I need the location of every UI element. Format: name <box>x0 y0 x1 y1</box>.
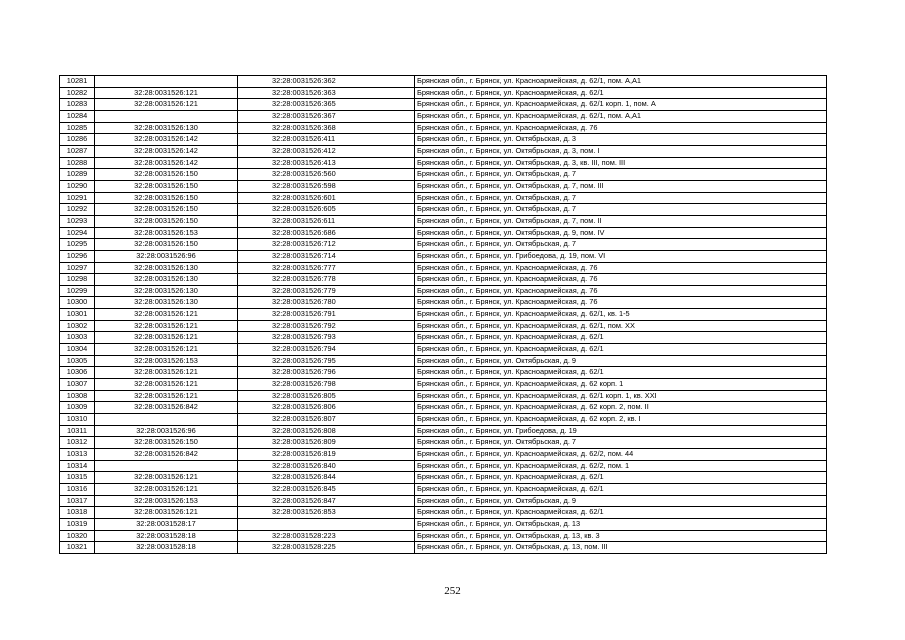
address-cell: Брянская обл., г. Брянск, ул. Октябрьская, д. 7 <box>415 204 827 216</box>
address-cell: Брянская обл., г. Брянск, ул. Октябрьская, д. 13, пом. III <box>415 542 827 554</box>
parcel-cadastral-cell: 32:28:0031526:130 <box>95 122 238 134</box>
address-cell: Брянская обл., г. Брянск, ул. Красноармейская, д. 62/1, пом. А,А1 <box>415 76 827 88</box>
object-cadastral-cell: 32:28:0031528:225 <box>238 542 415 554</box>
parcel-cadastral-cell: 32:28:0031526:121 <box>95 309 238 321</box>
row-number-cell: 10321 <box>60 542 95 554</box>
object-cadastral-cell: 32:28:0031526:368 <box>238 122 415 134</box>
parcel-cadastral-cell: 32:28:0031526:121 <box>95 367 238 379</box>
object-cadastral-cell: 32:28:0031526:795 <box>238 355 415 367</box>
object-cadastral-cell: 32:28:0031526:808 <box>238 425 415 437</box>
table-row <box>60 87 827 99</box>
address-cell: Брянская обл., г. Брянск, ул. Грибоедова, д. 19 <box>415 425 827 437</box>
parcel-cadastral-cell: 32:28:0031526:842 <box>95 402 238 414</box>
row-number-cell: 10300 <box>60 297 95 309</box>
row-number-cell: 10299 <box>60 285 95 297</box>
object-cadastral-cell: 32:28:0031526:365 <box>238 99 415 111</box>
address-cell: Брянская обл., г. Брянск, ул. Красноармейская, д. 62/1, пом. А,А1 <box>415 110 827 122</box>
address-cell: Брянская обл., г. Брянск, ул. Грибоедова, д. 19, пом. VI <box>415 250 827 262</box>
parcel-cadastral-cell: 32:28:0031526:121 <box>95 483 238 495</box>
parcel-cadastral-cell: 32:28:0031526:96 <box>95 250 238 262</box>
table-row <box>60 530 827 542</box>
object-cadastral-cell: 32:28:0031526:840 <box>238 460 415 472</box>
object-cadastral-cell: 32:28:0031526:598 <box>238 180 415 192</box>
row-number-cell: 10316 <box>60 483 95 495</box>
address-cell: Брянская обл., г. Брянск, ул. Октябрьская, д. 9, пом. IV <box>415 227 827 239</box>
parcel-cadastral-cell: 32:28:0031526:142 <box>95 157 238 169</box>
address-cell: Брянская обл., г. Брянск, ул. Октябрьская, д. 9 <box>415 495 827 507</box>
address-cell: Брянская обл., г. Брянск, ул. Октябрьская, д. 7 <box>415 239 827 251</box>
address-cell: Брянская обл., г. Брянск, ул. Октябрьская, д. 13, кв. 3 <box>415 530 827 542</box>
row-number-cell: 10293 <box>60 215 95 227</box>
row-number-cell: 10304 <box>60 344 95 356</box>
table-row <box>60 110 827 122</box>
row-number-cell: 10315 <box>60 472 95 484</box>
object-cadastral-cell: 32:28:0031526:779 <box>238 285 415 297</box>
parcel-cadastral-cell: 32:28:0031526:142 <box>95 145 238 157</box>
object-cadastral-cell: 32:28:0031526:805 <box>238 390 415 402</box>
table-row <box>60 402 827 414</box>
table-row <box>60 239 827 251</box>
table-row <box>60 76 827 88</box>
parcel-cadastral-cell: 32:28:0031526:121 <box>95 87 238 99</box>
object-cadastral-cell: 32:28:0031526:845 <box>238 483 415 495</box>
row-number-cell: 10297 <box>60 262 95 274</box>
row-number-cell: 10285 <box>60 122 95 134</box>
row-number-cell: 10308 <box>60 390 95 402</box>
address-cell: Брянская обл., г. Брянск, ул. Октябрьская, д. 7 <box>415 437 827 449</box>
row-number-cell: 10318 <box>60 507 95 519</box>
parcel-cadastral-cell: 32:28:0031526:96 <box>95 425 238 437</box>
object-cadastral-cell: 32:28:0031526:791 <box>238 309 415 321</box>
address-cell: Брянская обл., г. Брянск, ул. Октябрьская, д. 9 <box>415 355 827 367</box>
table-row <box>60 367 827 379</box>
row-number-cell: 10281 <box>60 76 95 88</box>
address-cell: Брянская обл., г. Брянск, ул. Красноармейская, д. 62/1 <box>415 472 827 484</box>
row-number-cell: 10311 <box>60 425 95 437</box>
table-row <box>60 204 827 216</box>
row-number-cell: 10303 <box>60 332 95 344</box>
table-row <box>60 192 827 204</box>
parcel-cadastral-cell: 32:28:0031526:121 <box>95 507 238 519</box>
object-cadastral-cell: 32:28:0031526:807 <box>238 414 415 426</box>
row-number-cell: 10312 <box>60 437 95 449</box>
address-cell: Брянская обл., г. Брянск, ул. Красноармейская, д. 62/1 <box>415 507 827 519</box>
table-row <box>60 518 827 530</box>
parcel-cadastral-cell: 32:28:0031526:130 <box>95 285 238 297</box>
object-cadastral-cell: 32:28:0031526:778 <box>238 274 415 286</box>
row-number-cell: 10282 <box>60 87 95 99</box>
table-row <box>60 180 827 192</box>
table-row <box>60 309 827 321</box>
object-cadastral-cell: 32:28:0031526:819 <box>238 449 415 461</box>
object-cadastral-cell: 32:28:0031526:847 <box>238 495 415 507</box>
row-number-cell: 10292 <box>60 204 95 216</box>
table-row <box>60 379 827 391</box>
parcel-cadastral-cell: 32:28:0031526:150 <box>95 239 238 251</box>
address-cell: Брянская обл., г. Брянск, ул. Красноармейская, д. 62/1, пом. XX <box>415 320 827 332</box>
object-cadastral-cell: 32:28:0031526:712 <box>238 239 415 251</box>
row-number-cell: 10298 <box>60 274 95 286</box>
address-cell: Брянская обл., г. Брянск, ул. Октябрьская, д. 7, пом. II <box>415 215 827 227</box>
table-row <box>60 99 827 111</box>
table-row <box>60 227 827 239</box>
parcel-cadastral-cell: 32:28:0031526:150 <box>95 204 238 216</box>
table-row <box>60 297 827 309</box>
row-number-cell: 10288 <box>60 157 95 169</box>
row-number-cell: 10313 <box>60 449 95 461</box>
address-cell: Брянская обл., г. Брянск, ул. Красноармейская, д. 76 <box>415 297 827 309</box>
address-cell: Брянская обл., г. Брянск, ул. Красноармейская, д. 62 корп. 1 <box>415 379 827 391</box>
row-number-cell: 10320 <box>60 530 95 542</box>
address-cell: Брянская обл., г. Брянск, ул. Октябрьская, д. 7 <box>415 169 827 181</box>
object-cadastral-cell: 32:28:0031526:611 <box>238 215 415 227</box>
table-row <box>60 262 827 274</box>
row-number-cell: 10287 <box>60 145 95 157</box>
address-cell: Брянская обл., г. Брянск, ул. Красноармейская, д. 62/2, пом. 1 <box>415 460 827 472</box>
parcel-cadastral-cell: 32:28:0031526:121 <box>95 332 238 344</box>
row-number-cell: 10286 <box>60 134 95 146</box>
parcel-cadastral-cell <box>95 414 238 426</box>
address-cell: Брянская обл., г. Брянск, ул. Красноармейская, д. 62/1 <box>415 87 827 99</box>
table-row <box>60 414 827 426</box>
table-row <box>60 425 827 437</box>
parcel-cadastral-cell: 32:28:0031526:121 <box>95 472 238 484</box>
object-cadastral-cell: 32:28:0031526:367 <box>238 110 415 122</box>
object-cadastral-cell: 32:28:0031526:601 <box>238 192 415 204</box>
page-number: 252 <box>444 585 461 597</box>
object-cadastral-cell: 32:28:0031526:809 <box>238 437 415 449</box>
row-number-cell: 10309 <box>60 402 95 414</box>
parcel-cadastral-cell: 32:28:0031526:130 <box>95 274 238 286</box>
table-row <box>60 320 827 332</box>
object-cadastral-cell: 32:28:0031526:794 <box>238 344 415 356</box>
table-row <box>60 449 827 461</box>
address-cell: Брянская обл., г. Брянск, ул. Красноармейская, д. 62/2, пом. 44 <box>415 449 827 461</box>
address-cell: Брянская обл., г. Брянск, ул. Красноармейская, д. 62 корп. 2, кв. I <box>415 414 827 426</box>
object-cadastral-cell: 32:28:0031528:223 <box>238 530 415 542</box>
parcel-cadastral-cell <box>95 110 238 122</box>
row-number-cell: 10306 <box>60 367 95 379</box>
row-number-cell: 10294 <box>60 227 95 239</box>
object-cadastral-cell: 32:28:0031526:362 <box>238 76 415 88</box>
row-number-cell: 10302 <box>60 320 95 332</box>
object-cadastral-cell: 32:28:0031526:363 <box>238 87 415 99</box>
table-row <box>60 542 827 554</box>
object-cadastral-cell: 32:28:0031526:780 <box>238 297 415 309</box>
object-cadastral-cell: 32:28:0031526:605 <box>238 204 415 216</box>
address-cell: Брянская обл., г. Брянск, ул. Красноармейская, д. 62/1 <box>415 332 827 344</box>
object-cadastral-cell: 32:28:0031526:798 <box>238 379 415 391</box>
address-cell: Брянская обл., г. Брянск, ул. Октябрьская, д. 3, пом. I <box>415 145 827 157</box>
parcel-cadastral-cell: 32:28:0031526:153 <box>95 227 238 239</box>
parcel-cadastral-cell: 32:28:0031526:150 <box>95 437 238 449</box>
parcel-cadastral-cell: 32:28:0031526:153 <box>95 355 238 367</box>
table-row <box>60 332 827 344</box>
address-cell: Брянская обл., г. Брянск, ул. Красноармейская, д. 76 <box>415 274 827 286</box>
parcel-cadastral-cell: 32:28:0031528:18 <box>95 530 238 542</box>
parcel-cadastral-cell <box>95 460 238 472</box>
row-number-cell: 10301 <box>60 309 95 321</box>
object-cadastral-cell <box>238 518 415 530</box>
table-row <box>60 285 827 297</box>
object-cadastral-cell: 32:28:0031526:777 <box>238 262 415 274</box>
table-row <box>60 122 827 134</box>
parcel-cadastral-cell: 32:28:0031526:121 <box>95 320 238 332</box>
table-row <box>60 460 827 472</box>
parcel-cadastral-cell: 32:28:0031526:121 <box>95 344 238 356</box>
parcel-cadastral-cell: 32:28:0031526:130 <box>95 262 238 274</box>
row-number-cell: 10283 <box>60 99 95 111</box>
table-row <box>60 250 827 262</box>
row-number-cell: 10310 <box>60 414 95 426</box>
table-row <box>60 157 827 169</box>
object-cadastral-cell: 32:28:0031526:844 <box>238 472 415 484</box>
parcel-cadastral-cell: 32:28:0031526:842 <box>95 449 238 461</box>
object-cadastral-cell: 32:28:0031526:560 <box>238 169 415 181</box>
row-number-cell: 10305 <box>60 355 95 367</box>
parcel-cadastral-cell: 32:28:0031526:121 <box>95 390 238 402</box>
table-row <box>60 390 827 402</box>
address-cell: Брянская обл., г. Брянск, ул. Красноармейская, д. 62 корп. 2, пом. II <box>415 402 827 414</box>
address-cell: Брянская обл., г. Брянск, ул. Октябрьская, д. 3, кв. III, пом. III <box>415 157 827 169</box>
address-cell: Брянская обл., г. Брянск, ул. Октябрьская, д. 13 <box>415 518 827 530</box>
row-number-cell: 10289 <box>60 169 95 181</box>
row-number-cell: 10314 <box>60 460 95 472</box>
table-row <box>60 472 827 484</box>
table-row <box>60 437 827 449</box>
parcel-cadastral-cell: 32:28:0031526:150 <box>95 169 238 181</box>
row-number-cell: 10291 <box>60 192 95 204</box>
row-number-cell: 10317 <box>60 495 95 507</box>
registry-table <box>59 75 827 554</box>
address-cell: Брянская обл., г. Брянск, ул. Красноармейская, д. 62/1 <box>415 483 827 495</box>
address-cell: Брянская обл., г. Брянск, ул. Октябрьская, д. 7 <box>415 192 827 204</box>
table-row <box>60 507 827 519</box>
address-cell: Брянская обл., г. Брянск, ул. Красноармейская, д. 62/1 корп. 1, кв. XXI <box>415 390 827 402</box>
address-cell: Брянская обл., г. Брянск, ул. Красноармейская, д. 62/1 <box>415 344 827 356</box>
table-row <box>60 274 827 286</box>
parcel-cadastral-cell: 32:28:0031526:130 <box>95 297 238 309</box>
parcel-cadastral-cell: 32:28:0031526:153 <box>95 495 238 507</box>
parcel-cadastral-cell: 32:28:0031526:150 <box>95 180 238 192</box>
object-cadastral-cell: 32:28:0031526:796 <box>238 367 415 379</box>
parcel-cadastral-cell <box>95 76 238 88</box>
object-cadastral-cell: 32:28:0031526:413 <box>238 157 415 169</box>
parcel-cadastral-cell: 32:28:0031526:121 <box>95 99 238 111</box>
address-cell: Брянская обл., г. Брянск, ул. Красноармейская, д. 76 <box>415 285 827 297</box>
object-cadastral-cell: 32:28:0031526:853 <box>238 507 415 519</box>
table-row <box>60 483 827 495</box>
object-cadastral-cell: 32:28:0031526:714 <box>238 250 415 262</box>
parcel-cadastral-cell: 32:28:0031526:150 <box>95 192 238 204</box>
table-row <box>60 344 827 356</box>
row-number-cell: 10290 <box>60 180 95 192</box>
parcel-cadastral-cell: 32:28:0031528:17 <box>95 518 238 530</box>
parcel-cadastral-cell: 32:28:0031526:150 <box>95 215 238 227</box>
registry-table-body <box>60 76 827 554</box>
object-cadastral-cell: 32:28:0031526:686 <box>238 227 415 239</box>
table-row <box>60 215 827 227</box>
object-cadastral-cell: 32:28:0031526:792 <box>238 320 415 332</box>
table-row <box>60 169 827 181</box>
object-cadastral-cell: 32:28:0031526:412 <box>238 145 415 157</box>
address-cell: Брянская обл., г. Брянск, ул. Красноармейская, д. 76 <box>415 122 827 134</box>
row-number-cell: 10319 <box>60 518 95 530</box>
table-row <box>60 495 827 507</box>
object-cadastral-cell: 32:28:0031526:793 <box>238 332 415 344</box>
parcel-cadastral-cell: 32:28:0031526:121 <box>95 379 238 391</box>
address-cell: Брянская обл., г. Брянск, ул. Красноармейская, д. 62/1 корп. 1, пом. А <box>415 99 827 111</box>
row-number-cell: 10284 <box>60 110 95 122</box>
row-number-cell: 10295 <box>60 239 95 251</box>
address-cell: Брянская обл., г. Брянск, ул. Красноармейская, д. 62/1 <box>415 367 827 379</box>
parcel-cadastral-cell: 32:28:0031526:142 <box>95 134 238 146</box>
row-number-cell: 10296 <box>60 250 95 262</box>
row-number-cell: 10307 <box>60 379 95 391</box>
table-row <box>60 134 827 146</box>
object-cadastral-cell: 32:28:0031526:806 <box>238 402 415 414</box>
address-cell: Брянская обл., г. Брянск, ул. Октябрьская, д. 7, пом. III <box>415 180 827 192</box>
table-row <box>60 355 827 367</box>
address-cell: Брянская обл., г. Брянск, ул. Октябрьская, д. 3 <box>415 134 827 146</box>
address-cell: Брянская обл., г. Брянск, ул. Красноармейская, д. 76 <box>415 262 827 274</box>
address-cell: Брянская обл., г. Брянск, ул. Красноармейская, д. 62/1, кв. 1-5 <box>415 309 827 321</box>
object-cadastral-cell: 32:28:0031526:411 <box>238 134 415 146</box>
parcel-cadastral-cell: 32:28:0031528:18 <box>95 542 238 554</box>
table-row <box>60 145 827 157</box>
